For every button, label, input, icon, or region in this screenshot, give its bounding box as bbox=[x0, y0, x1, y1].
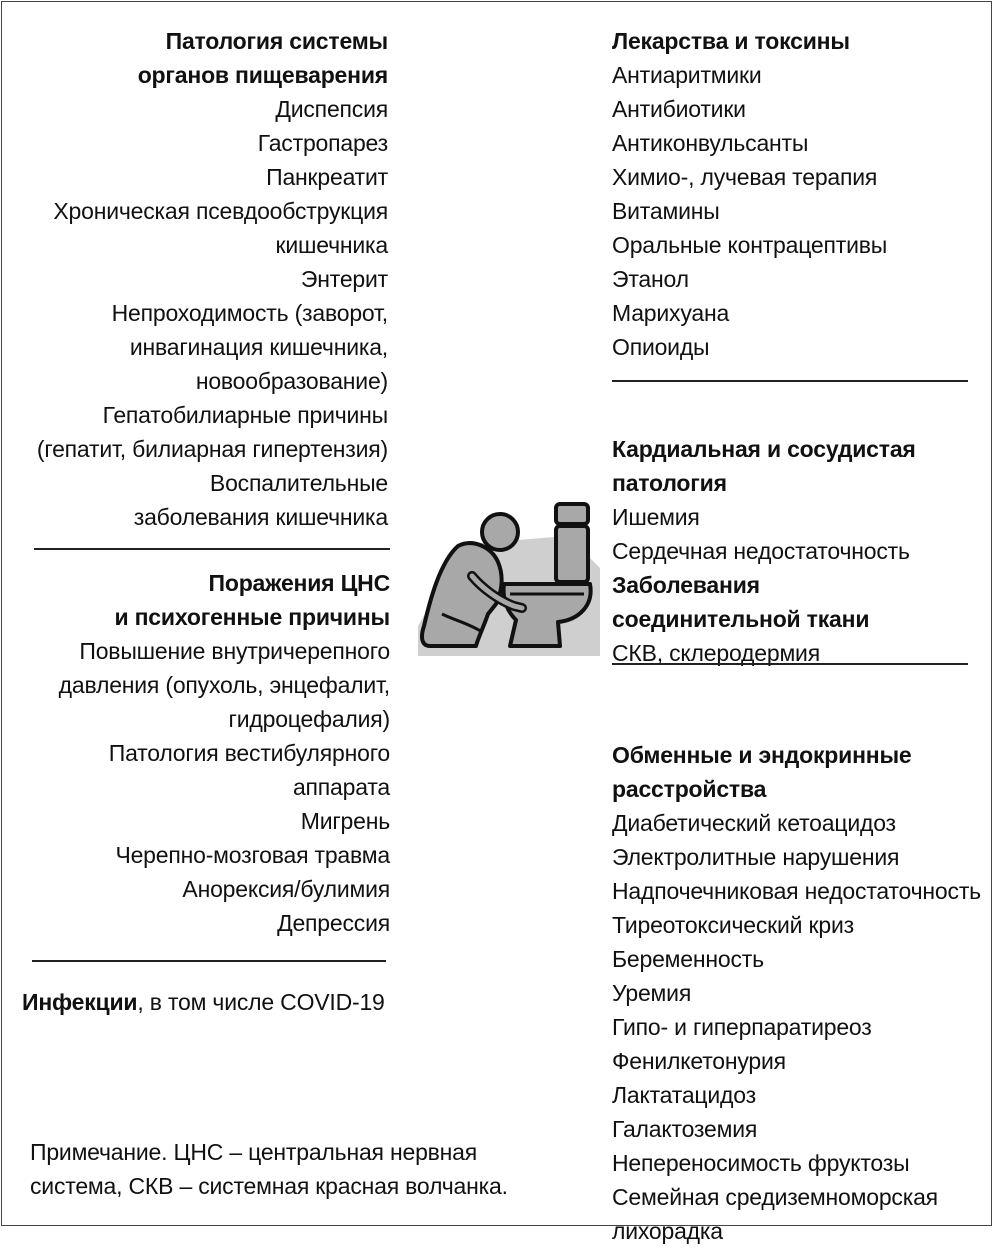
list-item: Витамины bbox=[612, 198, 720, 224]
list-item: давления (опухоль, энцефалит, bbox=[58, 672, 390, 698]
list-item: Панкреатит bbox=[266, 164, 388, 190]
list-item: Беременность bbox=[612, 946, 764, 972]
divider bbox=[32, 960, 386, 962]
list-item: Оральные контрацептивы bbox=[612, 232, 888, 258]
section-title: Лекарства и токсины bbox=[612, 28, 850, 54]
list-item: новообразование) bbox=[195, 368, 388, 394]
list-item: инвагинация кишечника, bbox=[129, 334, 388, 360]
infections-bold: Инфекции bbox=[22, 989, 138, 1015]
list-item: Надпочечниковая недостаточность bbox=[612, 878, 981, 904]
list-item: Депрессия bbox=[277, 910, 390, 936]
list-item: Антиконвульсанты bbox=[612, 130, 809, 156]
list-item: лихорадка bbox=[612, 1218, 723, 1244]
infections-rest: , в том числе COVID-19 bbox=[137, 989, 385, 1015]
section-infections bbox=[22, 985, 385, 1019]
list-item: Повышение внутричерепного bbox=[79, 638, 390, 664]
list-item: Сердечная недостаточность bbox=[612, 538, 910, 564]
section-title: расстройства bbox=[612, 776, 767, 802]
list-item: Фенилкетонурия bbox=[612, 1048, 786, 1074]
list-item: Анорексия/булимия bbox=[182, 876, 390, 902]
list-item: Антибиотики bbox=[612, 96, 746, 122]
section-title: Поражения ЦНС bbox=[208, 570, 390, 596]
list-item: заболевания кишечника bbox=[133, 504, 388, 530]
list-item: (гепатит, билиарная гипертензия) bbox=[36, 436, 388, 462]
list-item: Галактоземия bbox=[612, 1116, 758, 1142]
footnote bbox=[30, 1135, 508, 1203]
list-item: Антиаритмики bbox=[612, 62, 762, 88]
list-item: Опиоиды bbox=[612, 334, 710, 360]
section-title: Патология системы bbox=[165, 28, 388, 54]
list-item: Воспалительные bbox=[209, 470, 388, 496]
list-item: Тиреотоксический криз bbox=[612, 912, 854, 938]
list-item: Мигрень bbox=[300, 808, 390, 834]
section-digestive bbox=[20, 24, 388, 534]
section-title: Обменные и эндокринные bbox=[612, 742, 912, 768]
divider bbox=[612, 663, 968, 665]
section-title: и психогенные причины bbox=[114, 604, 390, 630]
list-item: гидроцефалия) bbox=[228, 706, 390, 732]
divider bbox=[612, 380, 968, 382]
divider bbox=[34, 548, 390, 550]
list-item: Черепно-мозговая травма bbox=[115, 842, 390, 868]
list-item: аппарата bbox=[292, 774, 390, 800]
list-item: Лактатацидоз bbox=[612, 1082, 756, 1108]
right-column bbox=[612, 24, 982, 1248]
section-title: органов пищеварения bbox=[137, 62, 388, 88]
list-item: Электролитные нарушения bbox=[612, 844, 900, 870]
person-vomiting-toilet-icon bbox=[418, 496, 600, 662]
list-item: Энтерит bbox=[300, 266, 388, 292]
list-item: Непроходимость (заворот, bbox=[111, 300, 388, 326]
list-item: Гипо- и гиперпаратиреоз bbox=[612, 1014, 872, 1040]
section-cns bbox=[20, 566, 390, 940]
list-item: Непереносимость фруктозы bbox=[612, 1150, 910, 1176]
list-item: Диспепсия bbox=[275, 96, 388, 122]
list-item: Гастропарез bbox=[257, 130, 388, 156]
section-title: патология bbox=[612, 470, 727, 496]
divider-gap bbox=[612, 398, 982, 432]
divider-gap bbox=[612, 704, 982, 738]
section-title: соединительной ткани bbox=[612, 606, 870, 632]
section-title: Заболевания bbox=[612, 572, 760, 598]
footnote-line: система, СКВ – системная красная волчанка. bbox=[30, 1173, 508, 1199]
list-item: Диабетический кетоацидоз bbox=[612, 810, 896, 836]
list-item: кишечника bbox=[275, 232, 388, 258]
list-item: Хроническая псевдообструкция bbox=[53, 198, 388, 224]
divider-gap bbox=[612, 670, 982, 704]
list-item: СКВ, склеродермия bbox=[612, 640, 820, 666]
list-item: Этанол bbox=[612, 266, 689, 292]
list-item: Патология вестибулярного bbox=[108, 740, 390, 766]
list-item: Гепатобилиарные причины bbox=[102, 402, 388, 428]
section-title: Кардиальная и сосудистая bbox=[612, 436, 916, 462]
list-item: Марихуана bbox=[612, 300, 730, 326]
list-item: Семейная средиземноморская bbox=[612, 1184, 938, 1210]
list-item: Уремия bbox=[612, 980, 692, 1006]
footnote-line: Примечание. ЦНС – центральная нервная bbox=[30, 1139, 478, 1165]
list-item: Ишемия bbox=[612, 504, 700, 530]
list-item: Химио-, лучевая терапия bbox=[612, 164, 878, 190]
